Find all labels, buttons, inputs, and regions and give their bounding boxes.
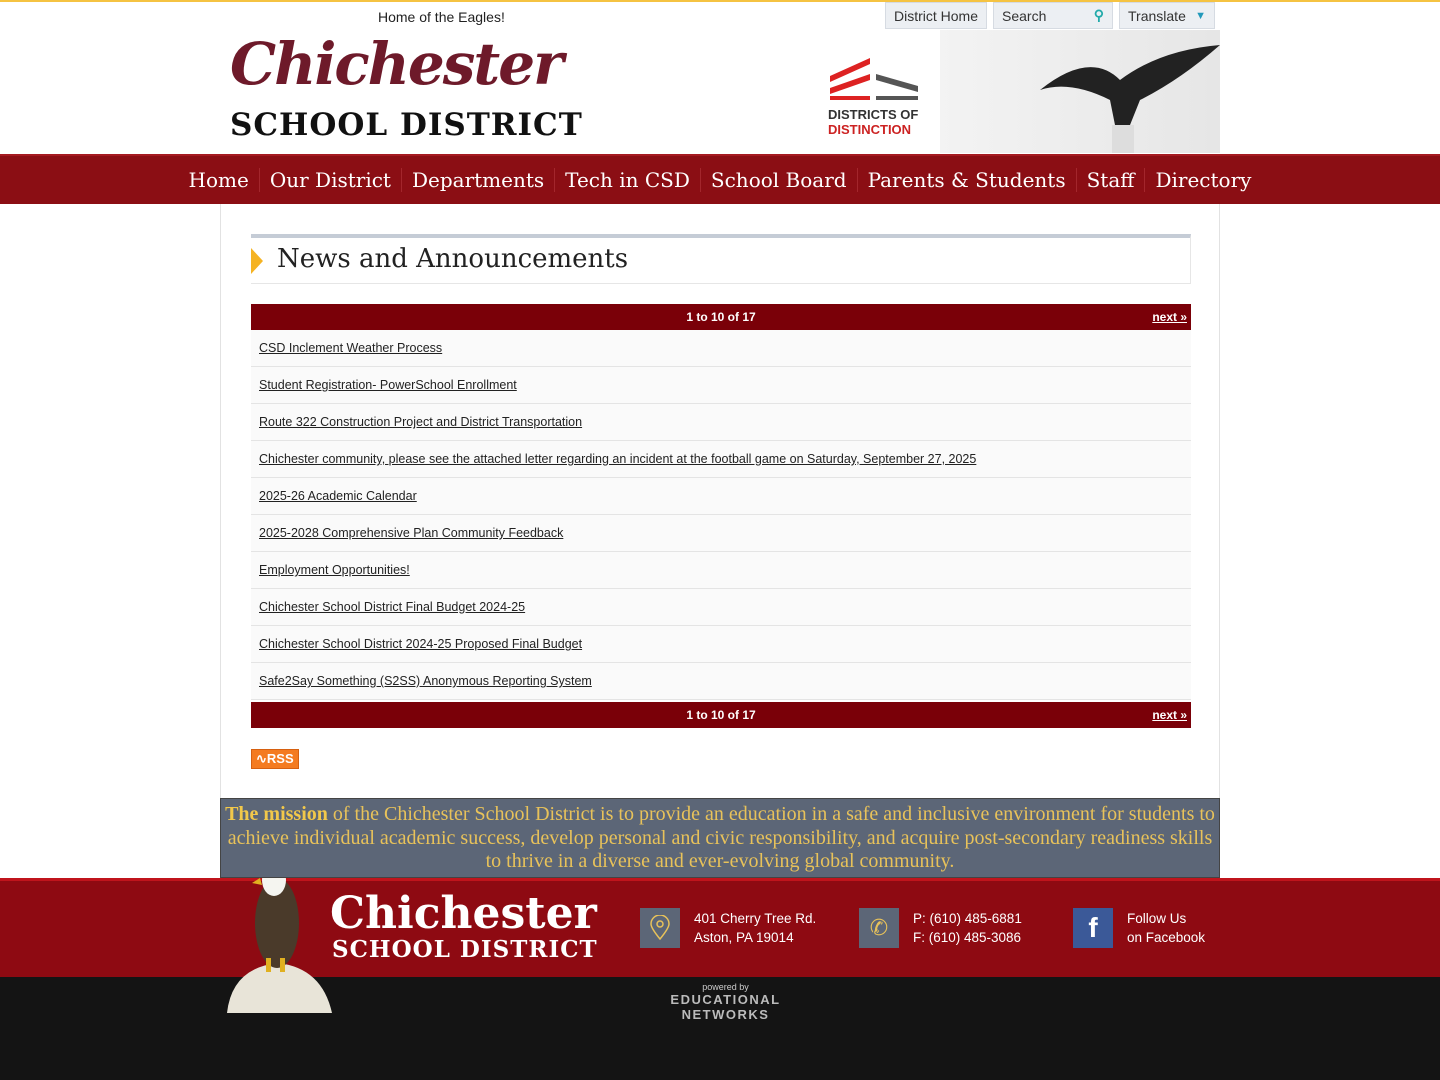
list-item [251,441,1191,478]
nav-home[interactable]: Home [179,168,260,192]
facebook-line2: on Facebook [1127,930,1206,945]
facebook-link[interactable] [1127,909,1205,947]
mission-banner [220,798,1220,878]
pager-top [251,304,1191,330]
powered-by[interactable] [633,982,818,1022]
powered-by-logo: EDUCATIONAL NETWORKS [670,992,781,1022]
location-pin-icon [640,908,680,948]
next-link[interactable]: next » [1152,310,1187,324]
translate-dropdown[interactable] [1119,2,1215,29]
nav-directory[interactable]: Directory [1155,168,1252,192]
address-line2: Aston, PA 19014 [694,930,794,945]
eagle-image [222,858,334,1013]
main-content [220,204,1220,798]
nav-departments[interactable]: Departments [402,168,555,192]
news-link[interactable]: CSD Inclement Weather Process [259,341,443,355]
list-item [251,552,1191,589]
dod-line1: DISTRICTS OF [828,107,919,122]
footer-address [694,909,816,947]
list-item [251,404,1191,441]
eagle-statue-image [940,30,1220,153]
arrow-icon [251,248,263,274]
rss-button[interactable] [251,749,299,769]
translate-label: Translate [1128,7,1186,24]
footer-logo-chichester: Chichester [330,888,597,939]
news-link[interactable]: Employment Opportunities! [259,563,410,577]
pager-bottom [251,702,1191,728]
districts-of-distinction-logo [828,56,923,137]
news-link[interactable]: 2025-2028 Comprehensive Plan Community Feedback [259,526,564,540]
news-link[interactable]: Route 322 Construction Project and District Transportation [259,415,583,429]
rss-icon: ∿ [256,751,267,766]
list-item [251,589,1191,626]
news-link[interactable]: 2025-26 Academic Calendar [259,489,417,503]
news-list [251,330,1191,700]
dod-line2: DISTINCTION [828,122,912,137]
facebook-icon[interactable]: f [1073,908,1113,948]
dod-stripes-icon [828,56,920,100]
pager-text: 1 to 10 of 17 [686,310,756,324]
nav-tech-in-csd[interactable]: Tech in CSD [555,168,701,192]
mission-text: of the Chichester School District is to provide an education in a safe and inclusive environment for students to achieve individual academic success, develop personal and civic responsibility, and acquire post-secondary readiness skills to thrive in a diverse and ever-evolving global community. [227,803,1215,872]
tagline: Home of the Eagles! [378,9,505,25]
logo-chichester[interactable]: Chichester [230,30,562,98]
footer-phone [913,909,1022,947]
fax-number: F: (610) 485-3086 [913,930,1022,945]
top-accent-bar [0,0,1440,2]
nav-staff[interactable]: Staff [1077,168,1146,192]
news-link[interactable]: Chichester School District 2024-25 Proposed Final Budget [259,637,583,651]
page-title: News and Announcements [277,244,629,274]
district-home-link[interactable]: District Home [885,2,987,29]
news-link[interactable]: Chichester School District Final Budget 2024-25 [259,600,526,614]
list-item [251,515,1191,552]
nav-parents-students[interactable]: Parents & Students [858,168,1077,192]
mission-lead: The mission [225,803,328,825]
list-item [251,663,1191,700]
rss-label: RSS [266,751,294,766]
news-link[interactable]: Chichester community, please see the attached letter regarding an incident at the football game on Saturday, September 27, 2025 [259,452,977,466]
section-heading [251,234,1191,284]
nav-school-board[interactable]: School Board [701,168,858,192]
top-links [885,2,1215,29]
powered-by-label: powered by [702,982,749,992]
address-line1: 401 Cherry Tree Rd. [694,911,817,926]
next-link[interactable]: next » [1152,708,1187,722]
facebook-line1: Follow Us [1127,911,1187,926]
nav-our-district[interactable]: Our District [260,168,402,192]
search-box[interactable] [993,2,1113,29]
search-input[interactable]: Search [1002,7,1047,24]
footer-logo-school-district: SCHOOL DISTRICT [332,936,598,963]
main-nav [0,154,1440,204]
phone-icon: ✆ [859,908,899,948]
list-item [251,330,1191,367]
news-link[interactable]: Safe2Say Something (S2SS) Anonymous Reporting System [259,674,592,688]
search-icon[interactable]: ⚲ [1093,7,1105,23]
chevron-down-icon: ▼ [1195,9,1207,22]
list-item [251,626,1191,663]
logo-school-district[interactable]: SCHOOL DISTRICT [230,107,583,143]
phone-number[interactable]: P: (610) 485-6881 [913,911,1022,926]
news-link[interactable]: Student Registration- PowerSchool Enrollment [259,378,517,392]
list-item [251,478,1191,515]
list-item [251,367,1191,404]
pager-text: 1 to 10 of 17 [686,708,756,722]
